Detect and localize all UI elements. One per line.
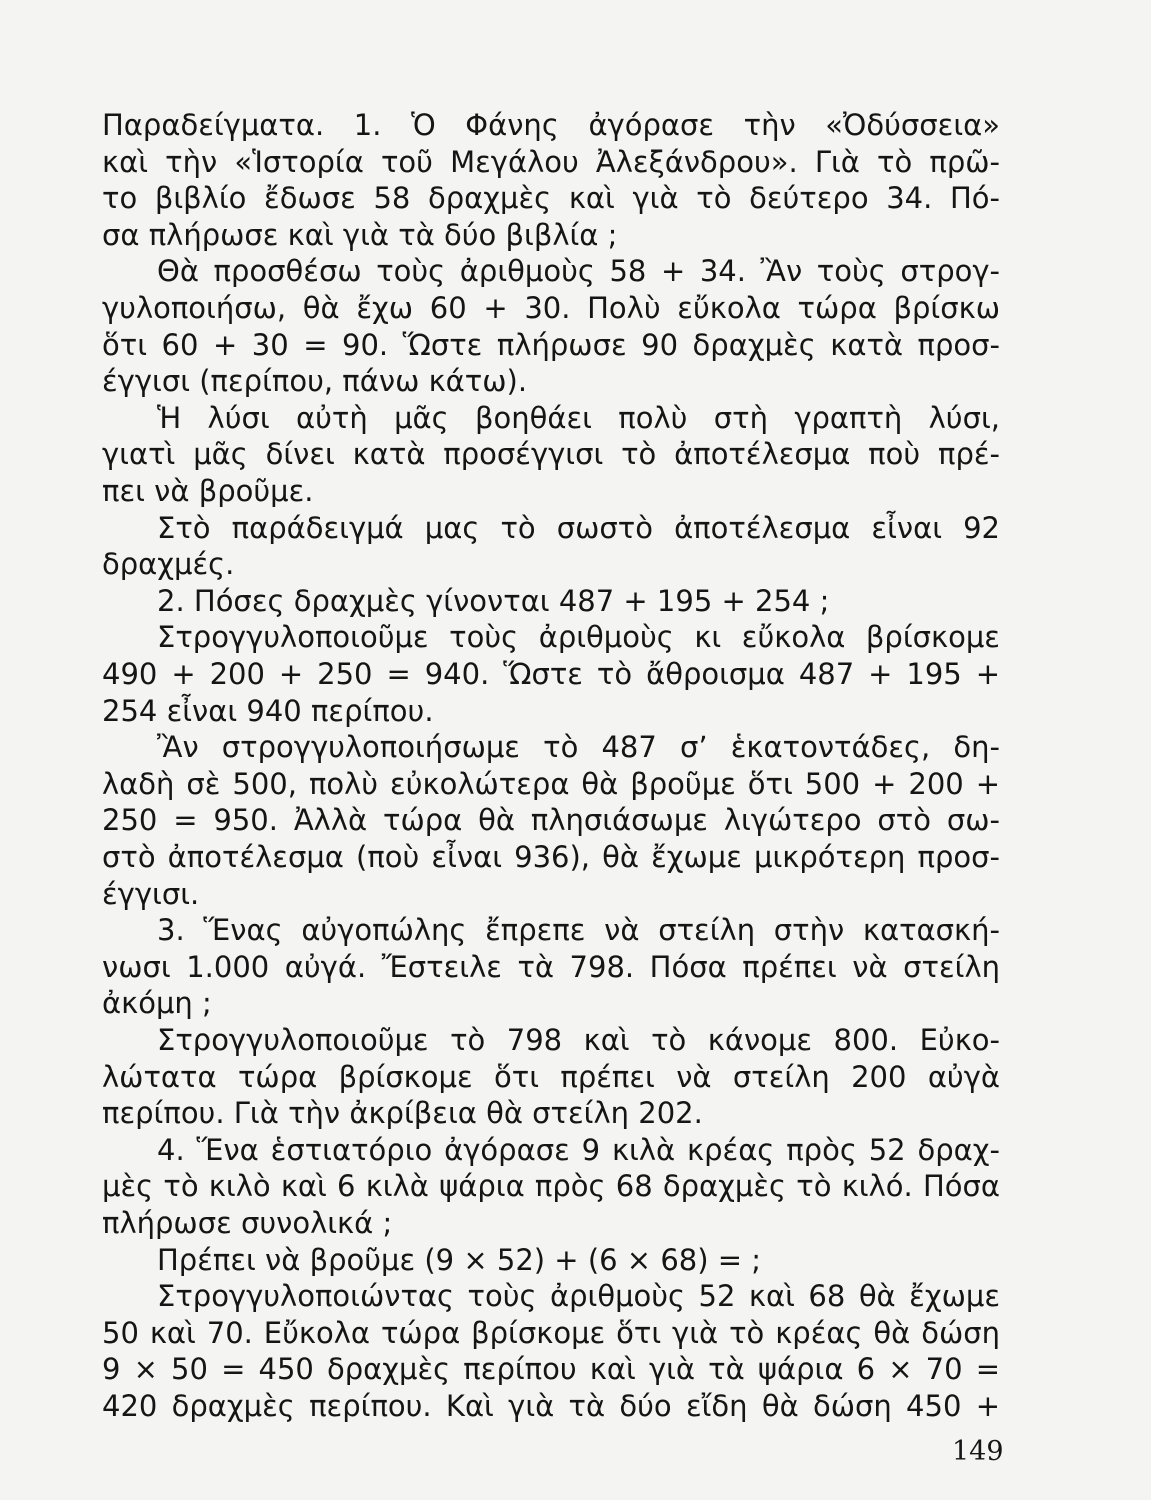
text-line: Θὰ προσθέσω τοὺς ἀριθμοὺς 58 + 34. Ἂν τοὺς στρογ- [157,254,1000,289]
text-line: Στρογγυλοποιοῦμε τοὺς ἀριθμοὺς κι εὔκολα βρίσκομε [157,620,1000,655]
text-line: Παραδείγματα. 1. Ὁ Φάνης ἀγόρασε τὴν «Ὀδύσσεια» [102,108,1000,142]
text-line: ἀκόμη ; [102,986,212,1021]
text-line: Ἡ λύσι αὐτὴ μᾶς βοηθάει πολὺ στὴ γραπτὴ λύσι, [157,400,1000,435]
text-line: περίπου. Γιὰ τὴν ἀκρίβεια θὰ στείλη 202. [102,1096,703,1131]
text-line: έγγισι (περίπου, πάνω κάτω). [102,364,528,399]
text-line: πλήρωσε συνολικά ; [102,1206,393,1240]
page-number: 149 [952,1436,1004,1467]
text-line: 4. Ἕνα ἑστιατόριο ἀγόρασε 9 κιλὰ κρέας πρὸς 52 δραχ- [157,1132,1000,1167]
text-line: λαδὴ σὲ 500, πολὺ εὐκολώτερα θὰ βροῦμε ὅτι 500 + 200 + [102,766,1000,801]
text-line: 420 δραχμὲς περίπου. Καὶ γιὰ τὰ δύο εἴδη θὰ δώση 450 + [102,1389,1000,1423]
text-line: γιατὶ μᾶς δίνει κατὰ προσέγγισι τὸ ἀποτέλεσμα ποὺ πρέ- [102,437,1000,472]
text-line: 2. Πόσες δραχμὲς γίνονται 487 + 195 + 254 ; [157,583,830,618]
text-line: Στρογγυλοποιοῦμε τὸ 798 καὶ τὸ κάνομε 800. Εὐκο- [157,1023,1000,1057]
text-line: σα πλήρωσε καὶ γιὰ τὰ δύο βιβλία ; [102,217,618,252]
text-line: νωσι 1.000 αὐγά. Ἔστειλε τὰ 798. Πόσα πρέπει νὰ στείλη [102,949,1000,984]
text-line: μὲς τὸ κιλὸ καὶ 6 κιλὰ ψάρια πρὸς 68 δραχμὲς τὸ κιλό. Πόσα [102,1169,1000,1204]
text-line: 9 × 50 = 450 δραχμὲς περίπου καὶ γιὰ τὰ ψάρια 6 × 70 = [102,1352,1000,1387]
text-line: καὶ τὴν «Ἱστορία τοῦ Μεγάλου Ἀλεξάνδρου». Γιὰ τὸ πρῶ- [102,144,1000,179]
text-line: Πρέπει νὰ βροῦμε (9 × 52) + (6 × 68) = ; [157,1242,762,1277]
text-line: ὅτι 60 + 30 = 90. Ὥστε πλήρωσε 90 δραχμὲς κατὰ προσ- [102,327,1000,362]
text-line: το βιβλίο ἔδωσε 58 δραχμὲς καὶ γιὰ τὸ δεύτερο 34. Πό- [102,181,1000,216]
text-line: έγγισι. [102,876,200,911]
text-line: γυλοποιήσω, θὰ ἔχω 60 + 30. Πολὺ εὔκολα τώρα βρίσκω [102,291,1000,325]
text-line: δραχμές. [102,547,235,582]
text-line: Ἂν στρογγυλοποιήσωμε τὸ 487 σ’ ἑκατοντάδες, δη- [157,730,1000,765]
text-line: στὸ ἀποτέλεσμα (ποὺ εἶναι 936), θὰ ἔχωμε μικρότερη προσ- [102,840,1000,874]
text-line: πει νὰ βροῦμε. [102,474,314,508]
text-line: Στρογγυλοποιώντας τοὺς ἀριθμοὺς 52 καὶ 68 θὰ ἔχωμε [157,1279,1000,1314]
text-line: 250 = 950. Ἀλλὰ τώρα θὰ πλησιάσωμε λιγώτερο στὸ σω- [102,803,1000,838]
text-line: Στὸ παράδειγμά μας τὸ σωστὸ ἀποτέλεσμα εἶναι 92 [157,510,1000,545]
text-line: λώτατα τώρα βρίσκομε ὅτι πρέπει νὰ στείλη 200 αὐγὰ [102,1059,1000,1094]
text-line: 254 εἶναι 940 περίπου. [102,693,434,728]
text-line: 50 καὶ 70. Εὔκολα τώρα βρίσκομε ὅτι γιὰ τὸ κρέας θὰ δώση [102,1315,1000,1350]
text-line: 490 + 200 + 250 = 940. Ὥστε τὸ ἄθροισμα 487 + 195 + [102,657,1000,691]
text-line: 3. Ἕνας αὐγοπώλης ἔπρεπε νὰ στείλη στὴν κατασκή- [157,913,1000,948]
